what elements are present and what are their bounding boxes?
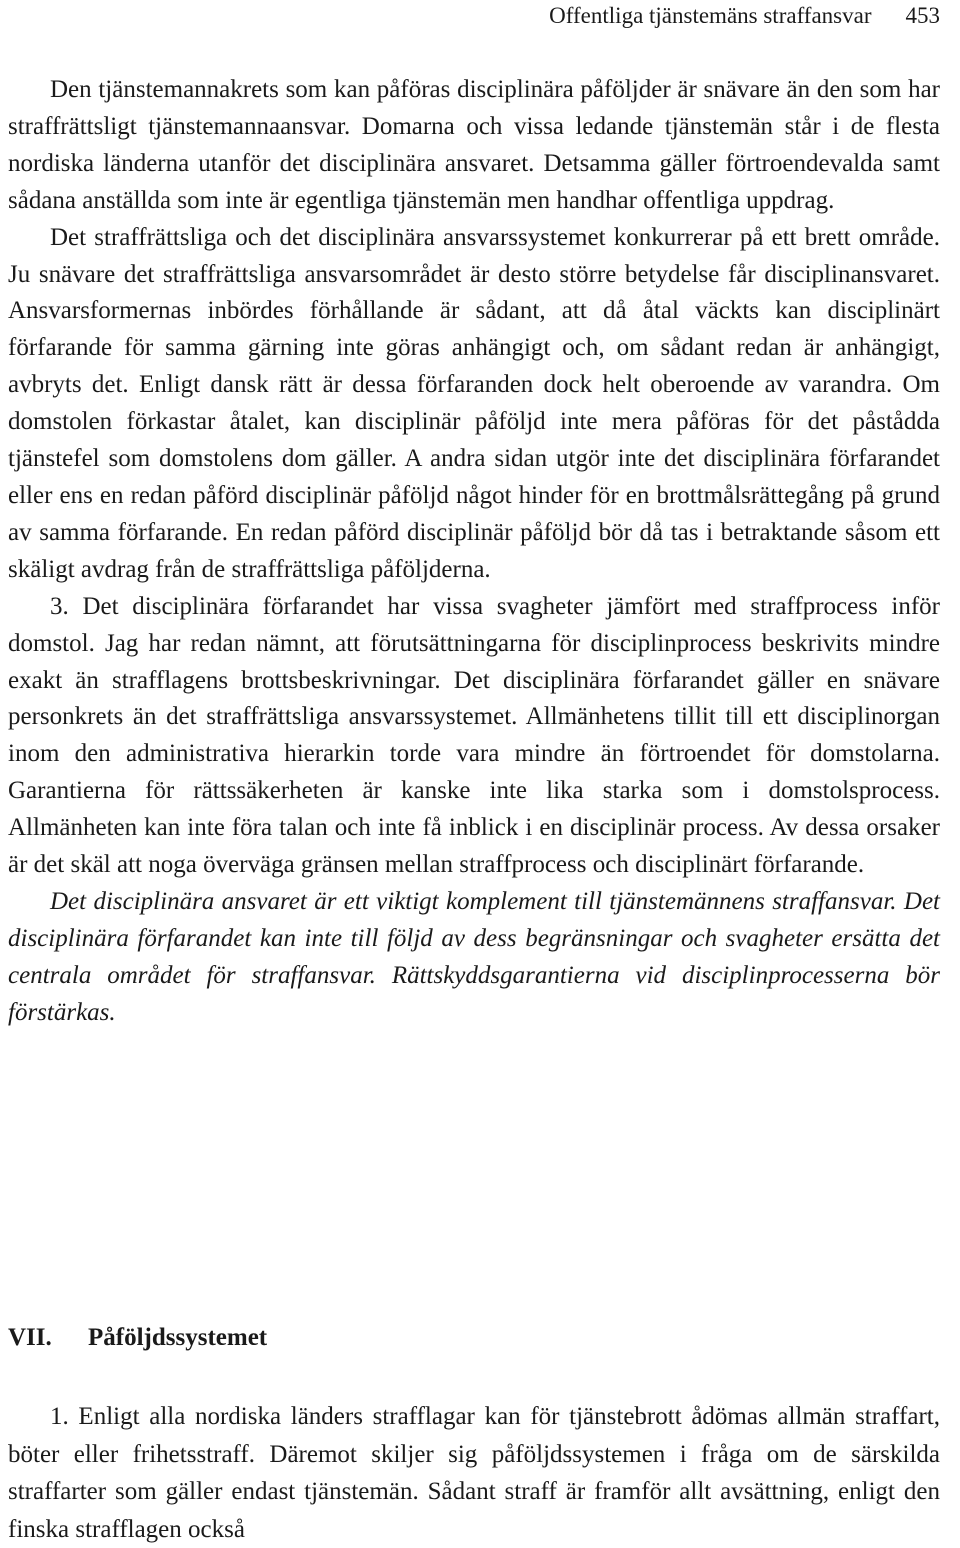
paragraph-2: Det straffrättsliga och det disciplinära ansvarssystemet konkurrerar på ett brett område. Ju snävare det straffrättsliga ansvarsområdet är desto större betydelse får disciplinansvaret. Ansvarsformernas inbördes förhållande är sådant, att då åtal väckts kan disciplinärt förfarande för samma gärning inte göras anhängigt och, om sådant redan är anhängigt, avbryts det. Enligt dansk rätt är dessa förfaranden dock helt oberoende av varandra. Om domstolen förkastar åtalet, kan disciplinär påföljd inte mera påföras för det påstådda tjänstefel som domstolens dom gäller. A andra sidan utgör inte det disciplinära förfarandet eller ens en redan påförd disciplinär påföljd något hinder för en brottmålsrättegång på grund av samma förfarande. En redan påförd disciplinär påföljd bör då tas i betraktande såsom ett skäligt avdrag från de straffrättsliga påföljderna.: [8, 223, 940, 583]
page-number: 453: [905, 3, 940, 28]
conclusion-paragraph: Det disciplinära ansvaret är ett viktigt komplement till tjänstemännens straffansvar. Det disciplinära förfarandet kan inte till följd av dess begränsningar och svagheter ersätta det centrala området för straffansvar. Rättskyddsgarantierna vid disciplinprocesserna bör förstärkas.: [8, 887, 940, 1026]
section-title: Påföljdssystemet: [88, 1324, 268, 1351]
section-number: VII.: [8, 1324, 52, 1351]
section-body: [8, 1398, 940, 1548]
running-header: [549, 2, 940, 30]
section-paragraph-1: 1. Enligt alla nordiska länders strafflagar kan för tjänstebrott ådömas allmän straffart, böter eller frihetsstraff. Däremot skiljer sig påföljdssystemen i fråga om de särskilda straffarter som gäller endast tjänstemän. Sådant straff är framför allt avsättning, enligt den finska strafflagen också: [8, 1403, 940, 1543]
paragraph-1: Den tjänstemannakrets som kan påföras disciplinära påföljder är snävare än den som har straffrättsligt tjänstemannaansvar. Domarna och vissa ledande tjänstemän står i de flesta nordiska länderna utanför det disciplinära ansvaret. Detsamma gäller förtroendevalda samt sådana anställda som inte är egentliga tjänstemän men handhar offentliga uppdrag.: [8, 76, 940, 214]
section-heading: [8, 1322, 267, 1354]
paragraph-3: 3. Det disciplinära förfarandet har vissa svagheter jämfört med straffprocess inför domstol. Jag har redan nämnt, att förutsättningarna för disciplinprocess beskrivits mindre exakt än strafflagens brottsbeskrivningar. Det disciplinära förfarandet gäller en snävare personkrets än det straffrättsliga ansvarssystemet. Allmänhetens tillit till ett disciplinorgan inom den administrativa hierarkin torde vara mindre än förtroendet för domstolarna. Garantierna för rättssäkerheten är kanske inte lika starka som i domstolsprocess. Allmänheten kan inte föra talan och inte få inblick i en disciplinär process. Av dessa orsaker är det skäl att noga överväga gränsen mellan straffprocess och disciplinärt förfarande.: [8, 592, 940, 879]
running-header-title: Offentliga tjänstemäns straffansvar: [549, 3, 872, 28]
body-text: [8, 72, 940, 1032]
